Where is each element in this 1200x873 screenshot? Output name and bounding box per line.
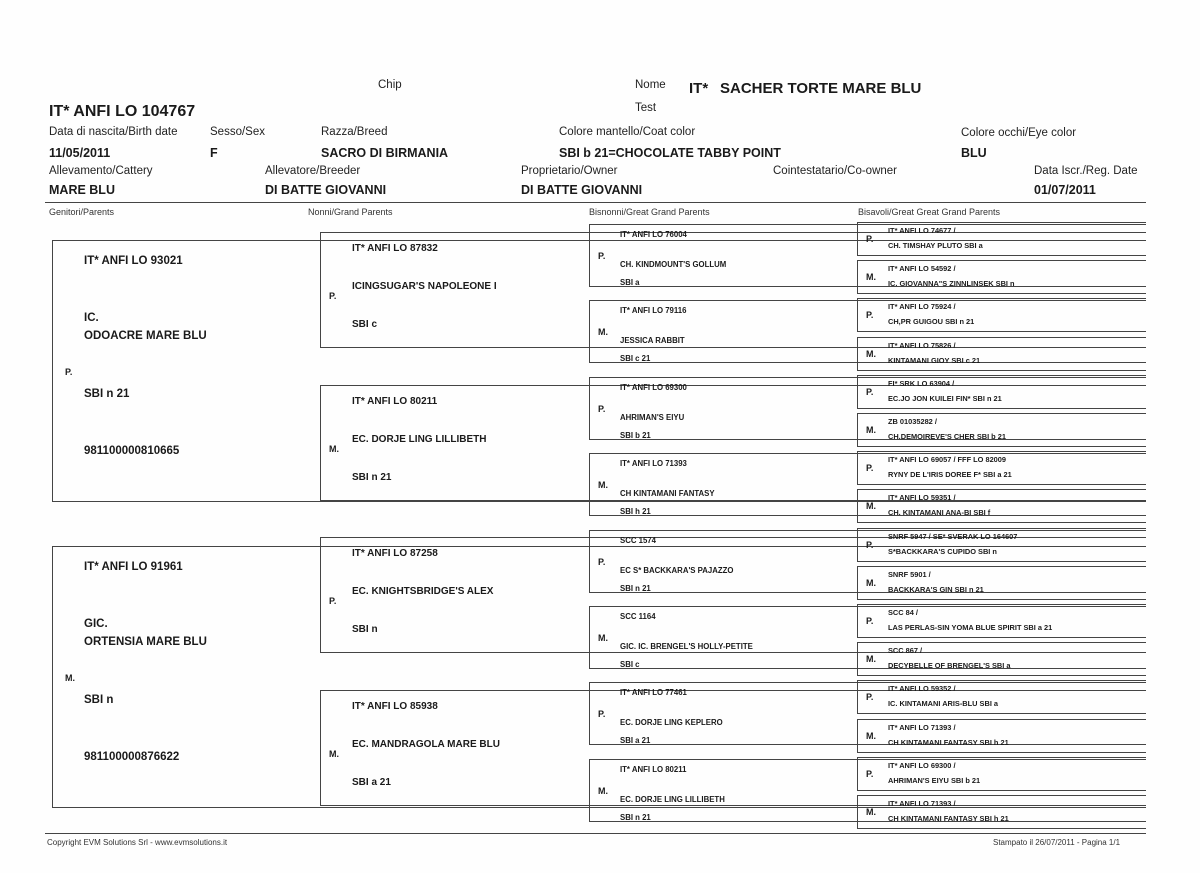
great-great-grandparent-reg: IT* ANFI LO 59351 /: [888, 493, 956, 503]
great-great-grandparent-box: [857, 719, 1146, 753]
sex-marker: P.: [866, 692, 874, 703]
parent-title: GIC.: [84, 618, 108, 630]
great-grandparent-name: EC. DORJE LING KEPLERO: [620, 718, 723, 728]
great-grandparent-ems: SBI b 21: [620, 430, 651, 440]
sex-marker: M.: [866, 654, 876, 665]
grandparent-name: EC. DORJE LING LILLIBETH: [352, 434, 487, 445]
col-great-grand-parents: Bisnonni/Great Grand Parents: [589, 207, 710, 217]
great-grandparent-ems: SBI c: [620, 660, 640, 669]
great-great-grandparent-name: BACKKARA'S GIN SBI n 21: [888, 584, 984, 594]
great-great-grandparent-name: CH. KINTAMANI ANA-BI SBI f: [888, 508, 991, 518]
great-great-grandparent-reg: SCC 84 /: [888, 608, 918, 617]
sex-value: F: [210, 146, 218, 160]
birth-label: Data di nascita/Birth date: [49, 126, 178, 138]
sex-marker: P.: [866, 616, 874, 626]
great-great-grandparent-box: [857, 375, 1146, 409]
grandparent-reg: IT* ANFI LO 80211: [352, 396, 438, 407]
great-great-grandparent-name: IC. KINTAMANI ARIS-BLU SBI a: [888, 699, 999, 709]
parent-chip: 981100000810665: [84, 445, 180, 457]
great-grandparent-ems: SBI h 21: [620, 507, 651, 517]
grandparent-name: ICINGSUGAR'S NAPOLEONE I: [352, 281, 497, 292]
grandparent-reg: IT* ANFI LO 87832: [352, 243, 438, 254]
name-prefix: IT*: [689, 80, 709, 97]
sex-marker: P.: [866, 234, 874, 244]
eye-value: BLU: [961, 146, 987, 160]
grandparent-reg: IT* ANFI LO 87258: [352, 548, 438, 559]
sex-marker: M.: [866, 348, 876, 359]
sex-marker: P.: [866, 539, 874, 550]
great-grandparent-ems: SBI a 21: [620, 736, 651, 746]
parent-reg: IT* ANFI LO 91961: [84, 561, 183, 573]
printed-date: Stampato il 26/07/2011 - Pagina 1/1: [993, 838, 1121, 847]
sex-label: Sesso/Sex: [210, 126, 265, 138]
col-great-great-grand-parents: Bisavoli/Great Great Grand Parents: [858, 207, 1001, 217]
coowner-label: Cointestatario/Co-owner: [773, 165, 898, 177]
great-grandparent-reg: IT* ANFI LO 80211: [620, 764, 687, 774]
great-great-grandparent-name: AHRIMAN'S EIYU SBI b 21: [888, 775, 981, 785]
parent-name: ODOACRE MARE BLU: [84, 330, 207, 342]
great-great-grandparent-name: CH. TIMSHAY PLUTO SBI a: [888, 241, 983, 250]
grandparent-ems: SBI c: [352, 319, 378, 330]
great-grandparent-reg: SCC 1164: [620, 612, 656, 621]
great-great-grandparent-reg: IT* ANFI LO 54592 /: [888, 264, 956, 274]
great-grandparent-name: GIC. IC. BRENGEL'S HOLLY-PETITE: [620, 642, 753, 651]
great-great-grandparent-reg: IT* ANFI LO 75826 /: [888, 340, 956, 350]
parent-ems: SBI n 21: [84, 388, 130, 400]
col-parents: Genitori/Parents: [49, 207, 115, 217]
great-great-grandparent-reg: FI* SRK LO 63904 /: [888, 378, 955, 388]
sex-marker: M.: [65, 673, 75, 683]
coat-label: Colore mantello/Coat color: [559, 126, 696, 138]
great-grandparent-name: EC S* BACKKARA'S PAJAZZO: [620, 565, 734, 575]
owner-value: DI BATTE GIOVANNI: [521, 183, 643, 197]
great-grandparent-reg: IT* ANFI LO 69300: [620, 382, 687, 392]
cat-name: SACHER TORTE MARE BLU: [720, 80, 922, 97]
great-great-grandparent-name: LAS PERLAS-SIN YOMA BLUE SPIRIT SBI a 21: [888, 623, 1053, 632]
sex-marker: P.: [866, 768, 874, 779]
sex-marker: P.: [329, 291, 337, 301]
great-great-grandparent-box: [857, 222, 1146, 256]
header-divider: [45, 202, 1146, 203]
sex-marker: M.: [866, 730, 876, 741]
great-great-grandparent-reg: ZB 01035282 /: [888, 417, 937, 426]
great-great-grandparent-name: S*BACKKARA'S CUPIDO SBI n: [888, 546, 997, 556]
great-grandparent-name: JESSICA RABBIT: [620, 336, 685, 346]
parent-reg: IT* ANFI LO 93021: [84, 255, 183, 267]
great-great-grandparent-name: CH KINTAMANI FANTASY SBI h 21: [888, 814, 1009, 823]
great-great-grandparent-reg: IT* ANFI LO 71393 /: [888, 722, 956, 732]
great-great-grandparent-reg: IT* ANFI LO 75924 /: [888, 302, 956, 312]
great-grandparent-reg: IT* ANFI LO 76004: [620, 230, 687, 239]
reg-date-value: 01/07/2011: [1034, 183, 1096, 197]
parent-ems: SBI n: [84, 694, 114, 706]
great-great-grandparent-name: DECYBELLE OF BRENGEL'S SBI a: [888, 661, 1011, 671]
great-great-grandparent-name: RYNY DE L'IRIS DOREE F* SBI a 21: [888, 470, 1012, 480]
great-great-grandparent-name: IC. GIOVANNA"S ZINNLINSEK SBI n: [888, 279, 1015, 289]
great-great-grandparent-box: [857, 795, 1146, 829]
great-great-grandparent-name: EC.JO JON KUILEI FIN* SBI n 21: [888, 393, 1002, 403]
great-grandparent-ems: SBI n 21: [620, 583, 651, 593]
sex-marker: P.: [598, 709, 606, 720]
great-great-grandparent-name: CH.DEMOIREVE'S CHER SBI b 21: [888, 432, 1006, 441]
grandparent-name: EC. MANDRAGOLA MARE BLU: [352, 739, 500, 750]
sex-marker: M.: [866, 425, 876, 435]
breeder-value: DI BATTE GIOVANNI: [265, 183, 387, 197]
sex-marker: M.: [598, 327, 608, 338]
sex-marker: P.: [598, 556, 606, 567]
great-great-grandparent-name: KINTAMANI GIOY SBI c 21: [888, 355, 981, 365]
grandparent-ems: SBI a 21: [352, 777, 391, 788]
great-great-grandparent-name: CH KINTAMANI FANTASY SBI h 21: [888, 737, 1009, 747]
grandparent-name: EC. KNIGHTSBRIDGE'S ALEX: [352, 586, 494, 597]
great-grandparent-reg: IT* ANFI LO 79116: [620, 306, 687, 316]
sex-marker: M.: [598, 633, 608, 643]
great-great-grandparent-box: [857, 528, 1146, 562]
great-great-grandparent-box: [857, 337, 1146, 371]
name-label: Nome: [635, 79, 666, 91]
reg-number: IT* ANFI LO 104767: [49, 103, 196, 120]
breed-label: Razza/Breed: [321, 126, 388, 138]
grandparent-reg: IT* ANFI LO 85938: [352, 701, 438, 712]
great-great-grandparent-name: CH,PR GUIGOU SBI n 21: [888, 317, 975, 327]
sex-marker: M.: [598, 785, 608, 796]
great-great-grandparent-box: [857, 298, 1146, 332]
great-grandparent-name: AHRIMAN'S EIYU: [620, 412, 685, 422]
sex-marker: P.: [65, 367, 73, 377]
sex-marker: M.: [866, 501, 876, 512]
reg-date-label: Data Iscr./Reg. Date: [1034, 165, 1138, 177]
birth-value: 11/05/2011: [49, 146, 111, 160]
great-great-grandparent-reg: IT* ANFI LO 69300 /: [888, 760, 956, 770]
parent-chip: 981100000876622: [84, 751, 180, 763]
sex-marker: P.: [866, 463, 874, 474]
great-great-grandparent-box: [857, 413, 1146, 447]
great-great-grandparent-box: [857, 566, 1146, 600]
great-grandparent-name: CH. KINDMOUNT'S GOLLUM: [620, 260, 727, 269]
sex-marker: M.: [598, 480, 608, 491]
eye-label: Colore occhi/Eye color: [961, 127, 1077, 139]
great-grandparent-ems: SBI c 21: [620, 354, 651, 364]
grandparent-ems: SBI n: [352, 624, 378, 635]
great-grandparent-reg: IT* ANFI LO 77461: [620, 688, 687, 698]
sex-marker: M.: [866, 577, 876, 588]
great-great-grandparent-reg: IT* ANFI LO 69057 / FFF LO 82009: [888, 455, 1007, 465]
great-great-grandparent-box: [857, 604, 1146, 638]
sex-marker: M.: [866, 807, 876, 817]
great-great-grandparent-box: [857, 260, 1146, 294]
parent-name: ORTENSIA MARE BLU: [84, 636, 207, 648]
copyright: Copyright EVM Solutions Srl - www.evmsolutions.it: [47, 838, 228, 847]
sex-marker: P.: [598, 251, 606, 261]
great-grandparent-name: CH KINTAMANI FANTASY: [620, 489, 715, 499]
great-great-grandparent-reg: SCC 867 /: [888, 646, 923, 656]
sex-marker: M.: [329, 749, 339, 759]
grandparent-ems: SBI n 21: [352, 472, 392, 483]
great-grandparent-reg: SCC 1574: [620, 535, 656, 545]
sex-marker: P.: [866, 310, 874, 321]
great-grandparent-reg: IT* ANFI LO 71393: [620, 459, 687, 469]
parent-title: IC.: [84, 312, 99, 324]
great-great-grandparent-reg: IT* ANFI LO 74677 /: [888, 226, 956, 235]
great-great-grandparent-reg: IT* ANFI LO 71393 /: [888, 799, 956, 808]
sex-marker: M.: [866, 272, 876, 283]
owner-label: Proprietario/Owner: [521, 165, 618, 177]
great-great-grandparent-box: [857, 489, 1146, 523]
great-great-grandparent-reg: SNRF 5947 / SE* SVERAK LO 164607: [888, 531, 1018, 541]
test-label: Test: [635, 102, 657, 114]
great-great-grandparent-reg: IT* ANFI LO 59352 /: [888, 684, 956, 694]
cattery-value: MARE BLU: [49, 183, 115, 197]
sex-marker: P.: [329, 596, 337, 606]
great-great-grandparent-box: [857, 757, 1146, 791]
great-grandparent-ems: SBI n 21: [620, 812, 651, 822]
great-grandparent-ems: SBI a: [620, 278, 640, 287]
cattery-label: Allevamento/Cattery: [49, 165, 153, 177]
chip-label: Chip: [378, 79, 402, 91]
coat-value: SBI b 21=CHOCOLATE TABBY POINT: [559, 146, 781, 160]
sex-marker: M.: [329, 444, 339, 454]
breed-value: SACRO DI BIRMANIA: [321, 146, 449, 160]
great-great-grandparent-box: [857, 451, 1146, 485]
great-great-grandparent-box: [857, 680, 1146, 714]
breeder-label: Allevatore/Breeder: [265, 165, 361, 177]
sex-marker: P.: [598, 403, 606, 414]
great-grandparent-name: EC. DORJE LING LILLIBETH: [620, 794, 725, 804]
sex-marker: P.: [866, 386, 874, 397]
great-great-grandparent-reg: SNRF 5901 /: [888, 569, 931, 579]
col-grand-parents: Nonni/Grand Parents: [308, 207, 393, 217]
footer-divider: [45, 833, 1146, 834]
great-great-grandparent-box: [857, 642, 1146, 676]
